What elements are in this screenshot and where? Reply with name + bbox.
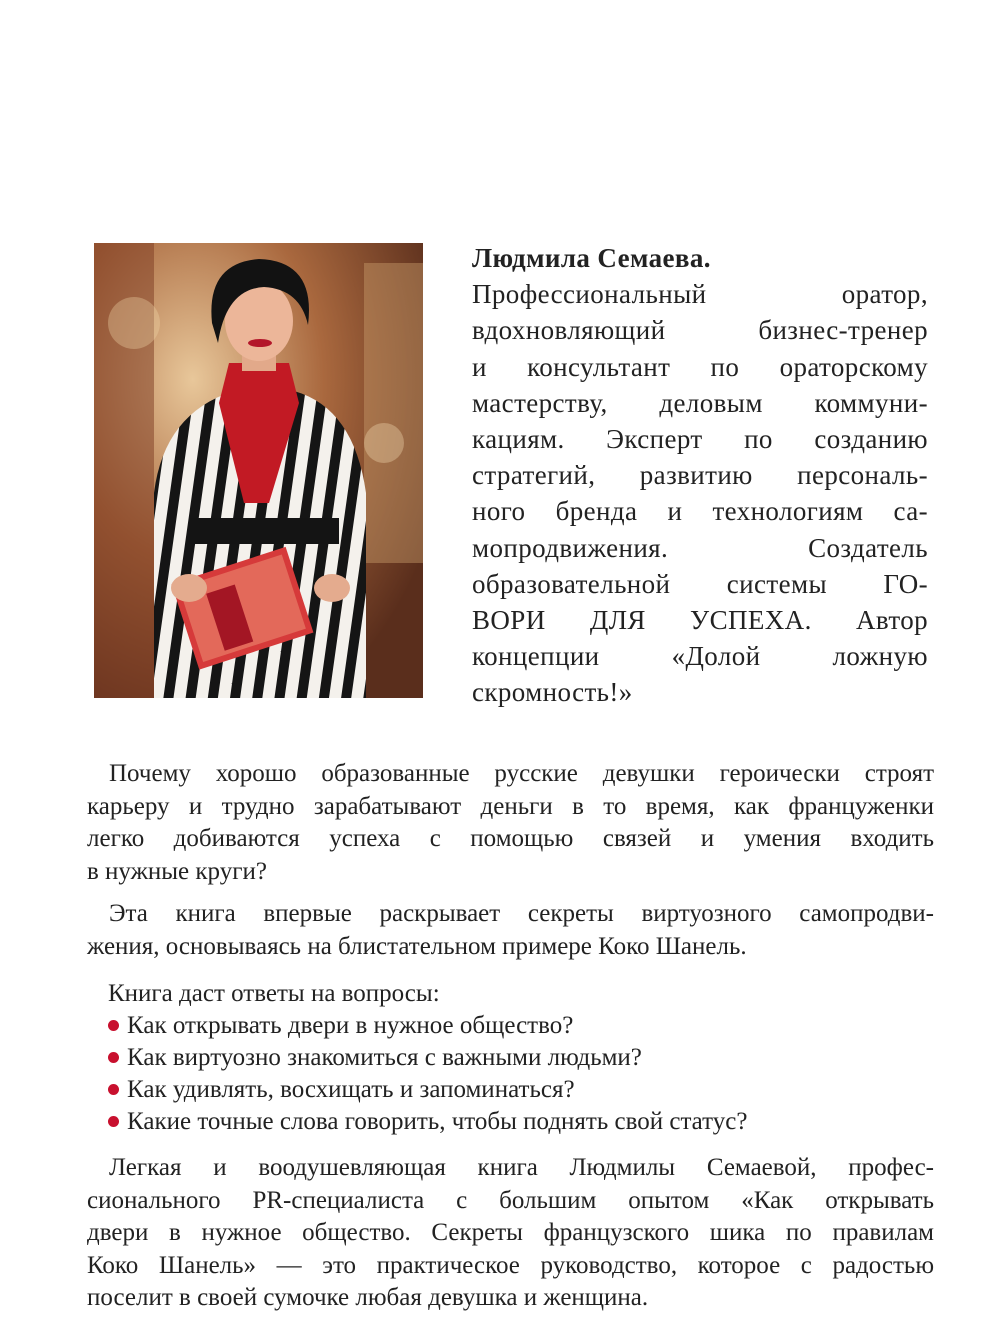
bio-line: ного бренда и технологиям са-: [472, 496, 928, 527]
bio-line: ВОРИ ДЛЯ УСПЕХА. Автор: [472, 605, 928, 636]
author-name: Людмила Семаева.: [472, 243, 711, 273]
bullet-icon: [108, 1052, 119, 1063]
list-item: Как открывать двери в нужное общество?: [108, 1010, 747, 1042]
bullet-icon: [108, 1084, 119, 1095]
paragraph-line: двери в нужное общество. Секреты французского шика по правилам: [87, 1219, 934, 1246]
bio-line: мопродвижения. Создатель: [472, 532, 928, 563]
questions-list: [108, 978, 747, 1138]
paragraph-line: Эта книга впервые раскрывает секреты виртуозного самопродви-: [109, 900, 934, 927]
bio-line: Профессиональный оратор,: [472, 279, 928, 310]
bio-line: и консультант по ораторскому: [472, 351, 928, 382]
bullet-icon: [108, 1020, 119, 1031]
bio-line: мастерству, деловым коммуни-: [472, 387, 928, 418]
paragraph-line: поселит в своей сумочке любая девушка и женщина.: [87, 1284, 649, 1311]
bio-line: стратегий, развитию персональ-: [472, 460, 928, 491]
bio-line: скромность!»: [472, 677, 633, 708]
author-bio: [472, 240, 928, 711]
bio-line: концепции «Долой ложную: [472, 641, 928, 672]
list-item: Как виртуозно знакомиться с важными людьми?: [108, 1042, 747, 1074]
paragraph-line: Коко Шанель» — это практическое руководство, которое с радостью: [87, 1251, 934, 1279]
paragraph-line: в нужные круги?: [87, 857, 267, 885]
intro-paragraph: [87, 758, 934, 888]
paragraph-line: Легкая и воодушевляющая книга Людмилы Семаевой, профес-: [109, 1154, 934, 1181]
list-item: Как удивлять, восхищать и запоминаться?: [108, 1074, 747, 1106]
paragraph-line: легко добиваются успеха с помощью связей и умения входить: [87, 825, 934, 852]
bullet-icon: [108, 1116, 119, 1127]
bio-line: образовательной системы ГО-: [472, 568, 928, 599]
paragraph-line: Почему хорошо образованные русские девушки героически строят: [109, 760, 934, 787]
book-summary-paragraph: [87, 898, 934, 963]
list-intro: Книга даст ответы на вопросы:: [108, 980, 440, 1007]
list-item: Какие точные слова говорить, чтобы поднять свой статус?: [108, 1106, 747, 1138]
paragraph-line: карьеру и трудно зарабатывают деньги в то время, как француженки: [87, 792, 934, 820]
bio-line: кациям. Эксперт по созданию: [472, 424, 928, 455]
author-photo: [94, 243, 423, 698]
paragraph-line: сионального PR-специалиста с большим опытом «Как открывать: [87, 1186, 934, 1214]
paragraph-line: жения, основываясь на блистательном примере Коко Шанель.: [87, 932, 747, 960]
bio-line: вдохновляющий бизнес-тренер: [472, 315, 928, 346]
closing-paragraph: [87, 1152, 934, 1315]
